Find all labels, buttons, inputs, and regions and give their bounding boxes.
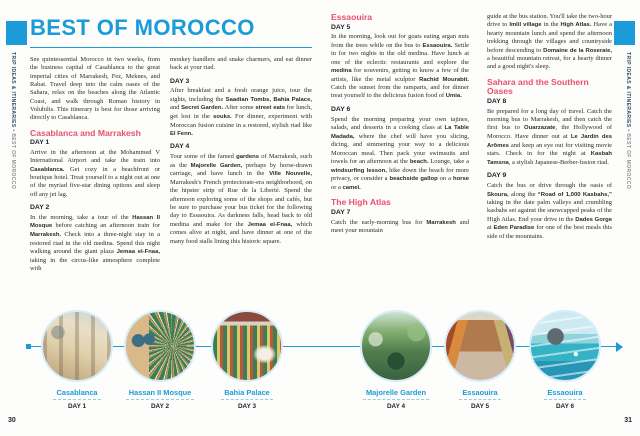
timeline-stop (22, 310, 132, 410)
body-paragraph: guide at the bus station. You'll take the two-hour drive to Imlil village in the High Atlas. Have a hearty mountain lunch and spend the afternoon trekking through the villages and countryside before descending to Domaine de la Roseraie, a beautiful mountain retreat, for a hearty dinner and a good night's sleep. (487, 13, 612, 71)
body-paragraph: Arrive in the afternoon at the Mohammed V International Airport and take the train into Casablanca. Get cozy in a beachfront or boutique hotel. Treat yourself to a night out at one of the myriad five-star dining options and sleep off any jet lag. (30, 148, 160, 198)
spine-section-label: BEST OF MOROCCO (625, 133, 631, 190)
section-heading: Sahara and the Southern Oases (487, 76, 589, 97)
timeline-line (28, 346, 620, 347)
day-label: DAY 4 (170, 143, 190, 151)
beach-kitesurf-photo (529, 310, 601, 382)
section-heading: The High Atlas (331, 197, 391, 208)
spine-series-label: TRIP IDEAS & ITINERARIES (10, 52, 16, 128)
timeline-stop (510, 310, 620, 410)
day-label: DAY 6 (331, 106, 351, 114)
timeline-stop (105, 310, 215, 410)
section-heading: Essaouira (331, 13, 373, 22)
spine-text-right (625, 52, 631, 189)
day-label: DAY 8 (487, 98, 507, 106)
stop-name: Bahia Palace (221, 388, 273, 400)
body-paragraph: After breakfast and a fresh orange juice, tour the sights, including the Saadian Tombs, Bahia Palace, and Secret Garden. After some street eats for lunch, get lost in the souks. For dinner, experiment with Moroccan fusion cuisine in a restored, stylish riad like El Fenn. (170, 87, 312, 137)
spine-series-label: TRIP IDEAS & ITINERARIES (625, 52, 631, 128)
day-label: DAY 3 (170, 77, 190, 85)
garden-foliage-photo (360, 310, 432, 382)
body-paragraph: Tour some of the famed gardens of Marrakesh, such as the Majorelle Garden, perhaps by horse-drawn carriage, and have lunch in the Ville Nouvelle, Marrakesh's French protectorate-era neighborhood, on the hipster strip of Rue de la Liberté. Spend the afternoon exploring some of the shops and cafés, but be sure to purchase your bus ticket for the following day to Essaouira. As darkness falls, head back to old medina and make for the Jemaa el-Fnaa, which comes alive at night, and have dinner at one of the many food stalls lining this historic square. (170, 153, 312, 245)
casablanca-facade-photo (41, 310, 113, 382)
stop-name: Essaouira (459, 388, 500, 400)
stop-day-label: DAY 6 (555, 403, 575, 410)
stop-day-label: DAY 4 (386, 403, 406, 410)
palace-interior-photo (211, 310, 283, 382)
body-paragraph: Be prepared for a long day of travel. Catch the morning bus to Marrakesh, and then catch the first bus to Ouarzazate, the Hollywood of Morocco. Have dinner out at Le Jardin des Arômes and keep an eye out for visiting movie stars. Check in for the night at Kasbah Tamsna, a stylish Japanese-Berber-fusion riad. (487, 107, 612, 166)
stop-day-label: DAY 5 (470, 403, 490, 410)
stop-day-label: DAY 2 (150, 403, 170, 410)
body-paragraph: See quintessential Morocco in two weeks, from the business capital of Casablanca to the great imperial cities of Marrakesh, Fez, Meknes, and Rabat. Travel deep into the calm oases of the Sahara, relax on the beaches along the Atlantic Coast, and walk through Roman history in Volubilis. This itinerary is best for those arriving directly to Casablanca. (30, 56, 160, 122)
body-paragraph: Catch the bus or drive through the oasis of Skoura, along the “Road of 1,000 Kasbahs,” taking in the date palm valleys and crumbling kasbahs set against the snowcapped peaks of the High Atlas. End your drive in the Dades Gorge at Eden Paradise for one of the best meals this side of the mountains. (487, 182, 612, 240)
timeline-start-dot-icon (26, 344, 31, 349)
title-rule (30, 47, 312, 48)
day-label: DAY 2 (30, 204, 50, 212)
page-number-left: 30 (8, 417, 16, 424)
mosque-mosaic-photo (124, 310, 196, 382)
stop-day-label: DAY 1 (67, 403, 87, 410)
text-column-2 (170, 56, 312, 304)
body-paragraph: Catch the early-morning bus for Marrakesh and meet your mountain (331, 218, 469, 235)
spine-text-left (10, 52, 16, 189)
day-label: DAY 5 (331, 23, 351, 31)
text-column-3 (331, 13, 469, 305)
day-label: DAY 1 (30, 139, 50, 147)
page-title: BEST OF MOROCCO (30, 15, 255, 40)
souk-alley-photo (444, 310, 516, 382)
day-label: DAY 9 (487, 172, 507, 180)
stop-name: Majorelle Garden (363, 388, 429, 400)
page-number-right: 31 (624, 417, 632, 424)
spine-bullet: • (10, 129, 16, 134)
timeline-stop (425, 310, 535, 410)
spine-section-label: BEST OF MOROCCO (10, 133, 16, 190)
body-paragraph: Spend the morning preparing your own tajines, salads, and desserts in a cooking class at La Table Madada, where the chef will have you slicing, dicing, and simmering your way to a delicious Moroccan meal. Then pack your swimsuits and towels for an afternoon at the beach. Lounge, take a windsurfing lesson, hike down the beach for more privacy, or consider a beachside gallop on a horse or a camel. (331, 115, 469, 191)
text-column-1 (30, 56, 160, 304)
timeline-stop (192, 310, 302, 410)
timeline-arrow-icon (616, 342, 623, 352)
body-paragraph: monkey handlers and snake charmers, and eat dinner back at your riad. (170, 56, 312, 72)
timeline-stop (341, 310, 451, 410)
body-paragraph: In the morning, look out for goats eating argan nuts from the trees while on the bus to Essaouira. Settle in for two nights in the old medina. Have lunch at one of the eclectic restaurants and explore the medina for souvenirs, getting to know a few of the artists, like the metal sculptor Rachid Mourabit. Catch the sunset from the ramparts, and for dinner treat yourself to the delicious fusion food of Umia. (331, 33, 469, 100)
body-paragraph: In the morning, take a tour of the Hassan II Mosque before catching an afternoon train for Marrakesh. Check into a three-night stay in a restored riad in the old medina. Spend this night walking around the giant plaza Jemaa el-Fnaa, taking in the circus-like atmosphere complete with (30, 213, 160, 272)
day-label: DAY 7 (331, 209, 351, 217)
stop-name: Hassan II Mosque (126, 388, 194, 400)
corner-accent-square-right (614, 21, 635, 45)
corner-accent-square-left (6, 21, 27, 45)
spine-bullet: • (625, 129, 631, 134)
section-heading: Casablanca and Marrakesh (30, 127, 141, 138)
stop-name: Casablanca (53, 388, 100, 400)
text-column-4 (487, 13, 612, 305)
stop-name: Essaouira (544, 388, 585, 400)
stop-day-label: DAY 3 (237, 403, 257, 410)
